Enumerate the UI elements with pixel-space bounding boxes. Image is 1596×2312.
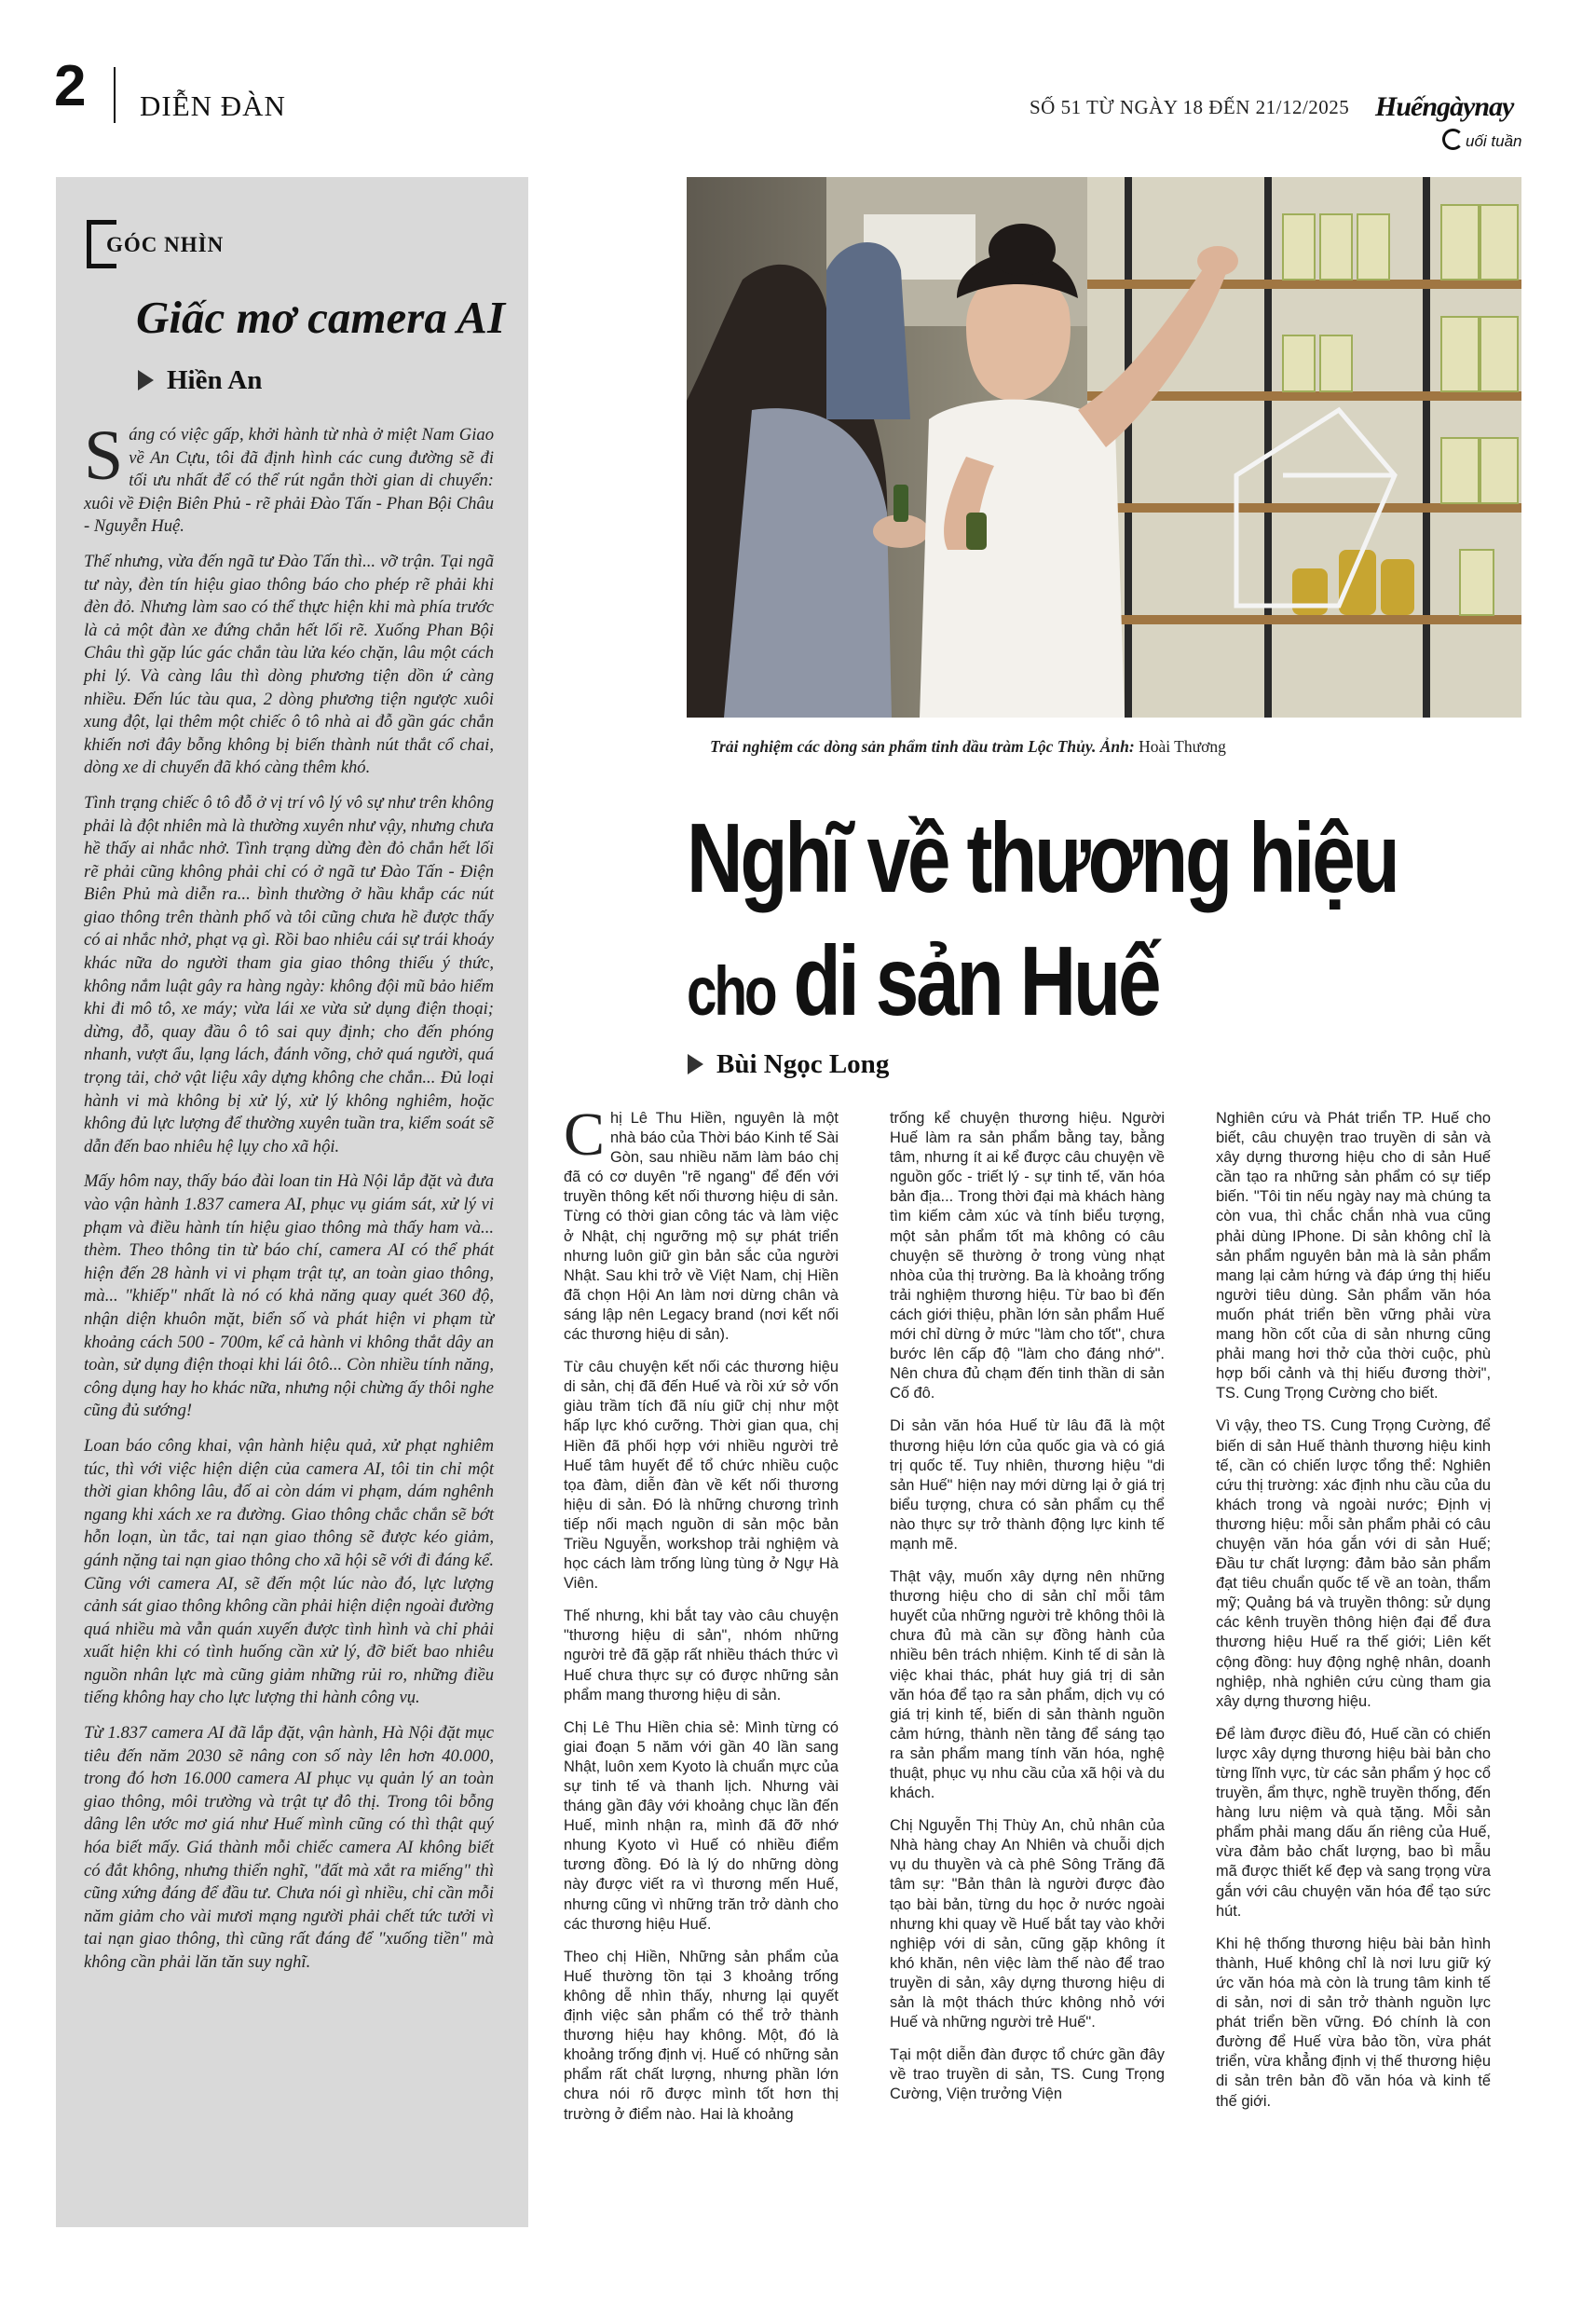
- photo-illustration: [687, 177, 1521, 718]
- article-paragraph: Chị Lê Thu Hiền chia sẻ: Mình từng có giai đoạn 5 năm với gần 40 lần sang Nhật, luôn xem Kyoto là chuẩn mực của sự tinh tế và thanh lịch. Nhưng vài tháng gần đây với khoảng chục lần đến Huế, mình nhận ra, mình đã đỡ nhớ nhung Kyoto vì Huế có nhiều điểm tương đồng. Đó là lý do những dòng này được viết ra vì thương mến Huế, nhưng cũng vì những trăn trở dành cho các thương hiệu Huế.: [564, 1718, 839, 1933]
- article-paragraph: Theo chị Hiền, Những sản phẩm của Huế thường tồn tại 3 khoảng trống không dễ nhìn thấy, nhưng lại quyết định việc sản phẩm có thể trở thành thương hiệu hay không. Một, đó là khoảng trống định vị. Huế có những sản phẩm rất chất lượng, nhưng phần lớn chưa nói rõ được mình tốt hơn thị trường ở điểm nào. Hai là khoảng: [564, 1948, 839, 2123]
- title-word-small: cho: [687, 952, 775, 1030]
- sidebar-paragraph: Thế nhưng, vừa đến ngã tư Đào Tấn thì... vỡ trận. Tại ngã tư này, đèn tín hiệu giao thông báo cho phép rẽ phải khi đèn đỏ. Nhưng làm sao có thể thực hiện khi mà phía trước là cả một đàn xe đứng chắn hết lối rẽ. Xuống Phan Bội Châu thì gặp lúc gác chắn tàu lửa kéo chặn, lâu một cách phi lý. Và càng lâu thì dòng phương tiện dồn ứ càng nhiều. Đến lúc tàu qua, 2 dòng phương tiện ngược xuôi xung đột, lại thêm một chiếc ô tô nhà ai đỗ gần gác chắn khiến nơi đây bỗng không bị biến thành nút thắt cổ chai, dòng xe di chuyển đã khó càng thêm khó.: [84, 551, 494, 778]
- logo-c-icon: [1442, 129, 1464, 150]
- article-paragraph: Thế nhưng, khi bắt tay vào câu chuyện "thương hiệu di sản", nhóm những người trẻ đã gặp rất nhiều thách thức vì Huế chưa thực sự có được những sản phẩm mang thương hiệu di sản.: [564, 1607, 839, 1703]
- article-paragraph: Từ câu chuyện kết nối các thương hiệu di sản, chị đã đến Huế và rồi xứ sở vốn giàu trầm tích đã níu giữ chị như một hấp lực khó cưỡng. Thời gian qua, chị Hiền đã phối hợp với nhiều người trẻ Huế tâm huyết để tổ chức nhiều cuộc tọa đàm, diễn đàn về kết nối thương hiệu di sản. Đó là những chương trình tiếp nối mạch nguồn di sản mộc bản Triều Nguyễn, workshop trải nghiệm và học cách làm trống lùng tùng ở Ngự Hà Viên.: [564, 1359, 839, 1593]
- sidebar-section-label: GÓC NHÌN: [106, 233, 225, 256]
- article-paragraph: Chị Nguyễn Thị Thùy An, chủ nhân của Nhà hàng chay An Nhiên và chuỗi dịch vụ du thuyền và cà phê Sông Trăng đã tâm sự: "Bản thân là người được đào tạo bài bản, từng du học ở nước ngoài nhưng khi quay về Huế bắt tay vào khởi nghiệp với di sản, cũng gặp không ít khó khăn, nên việc làm thế nào để trao truyền di sản, xây dựng thương hiệu di sản là một thách thức không nhỏ với Huế và những người trẻ Huế".: [890, 1817, 1165, 2032]
- article-author: [688, 1049, 889, 1080]
- sidebar-paragraph: [84, 417, 494, 539]
- article-paragraph: Nghiên cứu và Phát triển TP. Huế cho biết, câu chuyện trao truyền di sản và xây dựng thương hiệu cho di sản Huế cần tạo ra những sản phẩm có sự tiếp biến. "Tôi tin nếu ngày nay mà chúng ta còn vua, thì chắc chắn nhà vua cũng phải dùng IPhone. Di sản không chỉ là sản phẩm nguyên bản mà là sản phẩm mang lại cảm hứng và đáp ứng thị hiếu người tiêu dùng. Sản phẩm văn hóa muốn phát triển bền vững phải vừa mang hồn cốt của di sản nhưng cũng phải mang hơi thở của thời cuộc, phù hợp bối cảnh và thị hiếu đương thời", TS. Cung Trọng Cường cho biết.: [1216, 1110, 1491, 1402]
- article-paragraph: Tại một diễn đàn được tổ chức gần đây về trao truyền di sản, TS. Cung Trọng Cường, Viện trưởng Viện: [890, 2046, 1165, 2103]
- issue-info: SỐ 51 TỪ NGÀY 18 ĐẾN 21/12/2025: [1030, 96, 1350, 118]
- sidebar-paragraph: Tình trạng chiếc ô tô đỗ ở vị trí vô lý vô sự như trên không phải là đột nhiên mà là thường xuyên như vậy, nhưng chưa hề thấy ai nhắc nhở. Tình trạng dừng đèn đỏ chắn hết lối rẽ phải cũng không phải chỉ có ở ngã tư Đào Tấn - Điện Biên Phủ mà diễn ra... bình thường ở hầu khắp các nút giao thông trên thành phố và tôi cũng chưa hề được thấy có ai nhắc nhở, phạt vạ gì. Rồi bao nhiêu cái sự trái khoáy khác nữa do người tham gia giao thông thiếu ý thức, không nắm luật gây ra hàng ngày: không đội mũ bảo hiểm khi đi mô tô, xe máy; vừa lái xe vừa sử dụng điện thoại; dừng, đỗ, quay đầu ô tô sai quy định; cho đến phóng nhanh, vượt ẩu, lạng lách, đánh võng, chở quá người, quá trọng tải, chở vật liệu xây dựng không che chắn... Đủ loại hành vi mà không bị xử lý, xử lý không nghiêm, hoặc không đủ lực lượng để thường xuyên tuần tra, kiểm soát sẽ dẫn đến bao nhiêu hệ lụy cho xã hội.: [84, 792, 494, 1156]
- sidebar-dropcap: S: [84, 417, 124, 495]
- article-column-3: [1216, 1109, 1491, 2125]
- sidebar-author-name: Hiền An: [167, 365, 263, 395]
- sidebar-author: [138, 365, 262, 396]
- sidebar-paragraph: Từ 1.837 camera AI đã lắp đặt, vận hành, Hà Nội đặt mục tiêu đến năm 2030 sẽ nâng con số này lên hơn 40.000, trong đó hơn 16.000 camera AI phục vụ quản lý an toàn giao thông, môi trường và trật tự đô thị. Trong tôi bỗng dâng lên ước mơ giá như Huế mình cũng có thì thật quý hóa biết mấy. Giá thành mỗi chiếc camera AI không biết có đắt không, nhưng thiển nghĩ, "đất mà xắt ra miếng" thì cũng xứng đáng để đầu tư. Chưa nói gì nhiều, chỉ cần mỗi năm giảm cho vài mươi mạng người phải chết tức tưởi vì tai nạn giao thông, thì cũng rất đáng để "xuống tiền" mà không cần phải lăn tăn suy nghĩ.: [84, 1723, 494, 1972]
- article-paragraph: Khi hệ thống thương hiệu bài bản hình thành, Huế không chỉ là nơi lưu giữ ký ức văn hóa mà còn là trung tâm kinh tế di sản, nơi di sản trở thành nguồn lực phát triển bền vững. Đó chính là con đường để Huế vừa bảo tồn, vừa phát triển, vừa khẳng định vị thế thương hiệu di sản trên bản đồ văn hóa và kinh tế thế giới.: [1216, 1935, 1491, 2110]
- title-word-large: di sản Huế: [793, 926, 1159, 1036]
- caption-text: Trải nghiệm các dòng sản phẩm tinh dầu tràm Lộc Thủy. Ảnh:: [710, 737, 1135, 756]
- newspaper-logo: Huếngàynay: [1375, 91, 1514, 122]
- article-paragraph: Vì vậy, theo TS. Cung Trọng Cường, để biến di sản Huế thành thương hiệu kinh tế, cần có chiến lược tổng thể: Nghiên cứu thị trường: xác định nhu cầu của du khách trong và ngoài nước; Định vị thương hiệu: mỗi sản phẩm phải có câu chuyện văn hóa gắn với di sản Huế; Đầu tư chất lượng: đảm bảo sản phẩm đạt tiêu chuẩn quốc tế về an toàn, thẩm mỹ; Quảng bá và truyền thông: sử dụng các kênh truyền thông hiện đại để đưa thương hiệu Huế ra thế giới; Liên kết cộng đồng: huy động nghệ nhân, doanh nghiệp, nhà nghiên cứu cùng tham gia xây dựng thương hiệu.: [1216, 1417, 1491, 1710]
- article-paragraph: Để làm được điều đó, Huế cần có chiến lược xây dựng thương hiệu bài bản cho từng lĩnh vực, từ các sản phẩm ý học cổ truyền, ẩm thực, nghề truyền thống, đến hàng lưu niệm và quà tặng. Mỗi sản phẩm phải mang dấu ấn riêng của Huế, vừa đảm bảo chất lượng, bao bì mẫu mã được thiết kế đẹp và sang trọng vừa gắn với câu chuyện văn hóa để tạo sức hút.: [1216, 1725, 1491, 1920]
- sidebar-body: [84, 417, 494, 1987]
- sidebar-paragraph-text: áng có việc gấp, khởi hành từ nhà ở miệt Nam Giao về An Cựu, tôi đã định hình các cung đường sẽ đi tối ưu nhất để có thể rút ngắn thời gian di chuyển: xuôi về Điện Biên Phủ - rẽ phải Đào Tấn - Phan Bội Châu - Nguyễn Huệ.: [84, 425, 494, 537]
- article-paragraph: trống kể chuyện thương hiệu. Người Huế làm ra sản phẩm bằng tay, bằng tâm, nhưng ít ai kể được câu chuyện về nguồn gốc - triết lý - sự tinh tế, văn hóa bản địa... Trong thời đại mà khách hàng tìm kiếm cảm xúc và tính biểu tượng, một sản phẩm tốt mà không có câu chuyện sẽ thường ở trong vùng nhạt nhòa của thị trường. Ba là khoảng trống trải nghiệm thương hiệu. Từ bao bì đến cách giới thiệu, phần lớn sản phẩm Huế mới chỉ dừng ở mức "làm cho tốt", chưa bước lên cấp độ "làm cho đáng nhớ". Nên chưa đủ chạm đến tinh thần di sản Cố đô.: [890, 1110, 1165, 1402]
- header-divider: [114, 67, 116, 123]
- article-title-line1: Nghĩ về thương hiệu: [687, 803, 1398, 913]
- article-paragraph: [564, 1101, 839, 1345]
- article-photo: [687, 177, 1521, 718]
- sidebar-paragraph: Loan báo công khai, vận hành hiệu quả, xử phạt nghiêm túc, thì với việc hiện diện của camera AI, tôi tin chỉ một thời gian không lâu, đố ai còn dám vi phạm, dám nghênh ngang khi xách xe ra đường. Giao thông chắc chắn sẽ bớt hỗn loạn, ùn tắc, tai nạn giao thông sẽ được kéo giảm, gánh nặng tai nạn giao thông cho xã hội sẽ với đi đáng kể. Cũng với camera AI, sẽ đến một lúc nào đó, lực lượng cảnh sát giao thông không cần phải hiện diện ngoài đường quá nhiều mà vẫn quán xuyến được tình hình và chỉ phải xuất hiện khi có tình huống cần xử lý, đỡ biết bao nhiêu nguồn nhân lực mà cũng giảm những rủi ro, những điều tiếng không hay cho lực lượng thi hành công vụ.: [84, 1435, 494, 1708]
- play-triangle-icon: [138, 370, 154, 390]
- newspaper-logo-sub: [1442, 129, 1522, 151]
- photo-caption: [710, 737, 1226, 757]
- play-triangle-icon: [688, 1054, 703, 1074]
- article-title-line2: [687, 926, 1159, 1036]
- article-paragraph: Thật vậy, muốn xây dựng nên những thương hiệu cho di sản chỉ mỗi tâm huyết của những người trẻ không thôi là chưa đủ mà cần sự đồng hành của nhiều bên trách nhiệm. Kinh tế di sản là việc khai thác, phát huy giá trị di sản văn hóa để tạo ra sản phẩm, dịch vụ có giá trị kinh tế, biến di sản thành nguồn cảm hứng, thành nền tảng để sáng tạo ra sản phẩm mang tính văn hóa, nghệ thuật, phục vụ nhu cầu của xã hội và du khách.: [890, 1568, 1165, 1802]
- article-column-1: [564, 1101, 839, 2138]
- article-column-2: [890, 1109, 1165, 2118]
- page-number: 2: [54, 54, 87, 118]
- section-name: DIỄN ĐÀN: [140, 89, 286, 122]
- logo-sub-text: uối tuần: [1466, 132, 1522, 150]
- article-paragraph-text: hị Lê Thu Hiền, nguyên là một nhà báo của Thời báo Kinh tế Sài Gòn, sau nhiều năm làm báo chị đã có cơ duyên "rẽ ngang" để đến với truyền thông kết nối thương hiệu di sản. Từng có thời gian công tác và làm việc ở Nhật, chị ngưỡng mộ sự phát triển nhưng luôn giữ gìn bản sắc của người Nhật. Sau khi trở về Việt Nam, chị Hiền đã chọn Hội An làm nơi dừng chân và sáng lập nên Legacy brand (nơi kết nối các thương hiệu di sản).: [564, 1110, 839, 1344]
- article-paragraph: Di sản văn hóa Huế từ lâu đã là một thương hiệu lớn của quốc gia và có giá trị quốc tế. Tuy nhiên, thương hiệu "di sản Huế" hiện nay mới dừng lại ở giá trị biểu tượng, chưa có sản phẩm cụ thể nào thực sự trở thành động lực kinh tế mạnh mẽ.: [890, 1417, 1165, 1553]
- sidebar-title: Giấc mơ camera AI: [136, 292, 506, 343]
- article-dropcap: C: [564, 1101, 606, 1169]
- sidebar-paragraph: Mấy hôm nay, thấy báo đài loan tin Hà Nội lắp đặt và đưa vào vận hành 1.837 camera AI, phục vụ giám sát, xử lý vi phạm và điều hành tín hiệu giao thông mà thấy ham và... thèm. Theo thông tin từ báo chí, camera AI có thể phát hiện đến 28 hành vi vi phạm trật tự, an toàn giao thông, mà... "khiếp" nhất là nó có khả năng quay quét 360 độ, nhận diện khuôn mặt, biển số và phát hiện vi phạm từ khoảng cách 500 - 700m, kể cả hành vi không thắt dây an toàn, sử dụng điện thoại khi lái ôtô... Còn nhiều tính năng, công dụng hay ho khác nữa, nhưng nội chừng ấy thôi nghe cũng đủ sướng!: [84, 1171, 494, 1421]
- caption-credit: Hoài Thương: [1139, 737, 1226, 756]
- article-author-name: Bùi Ngọc Long: [716, 1049, 890, 1079]
